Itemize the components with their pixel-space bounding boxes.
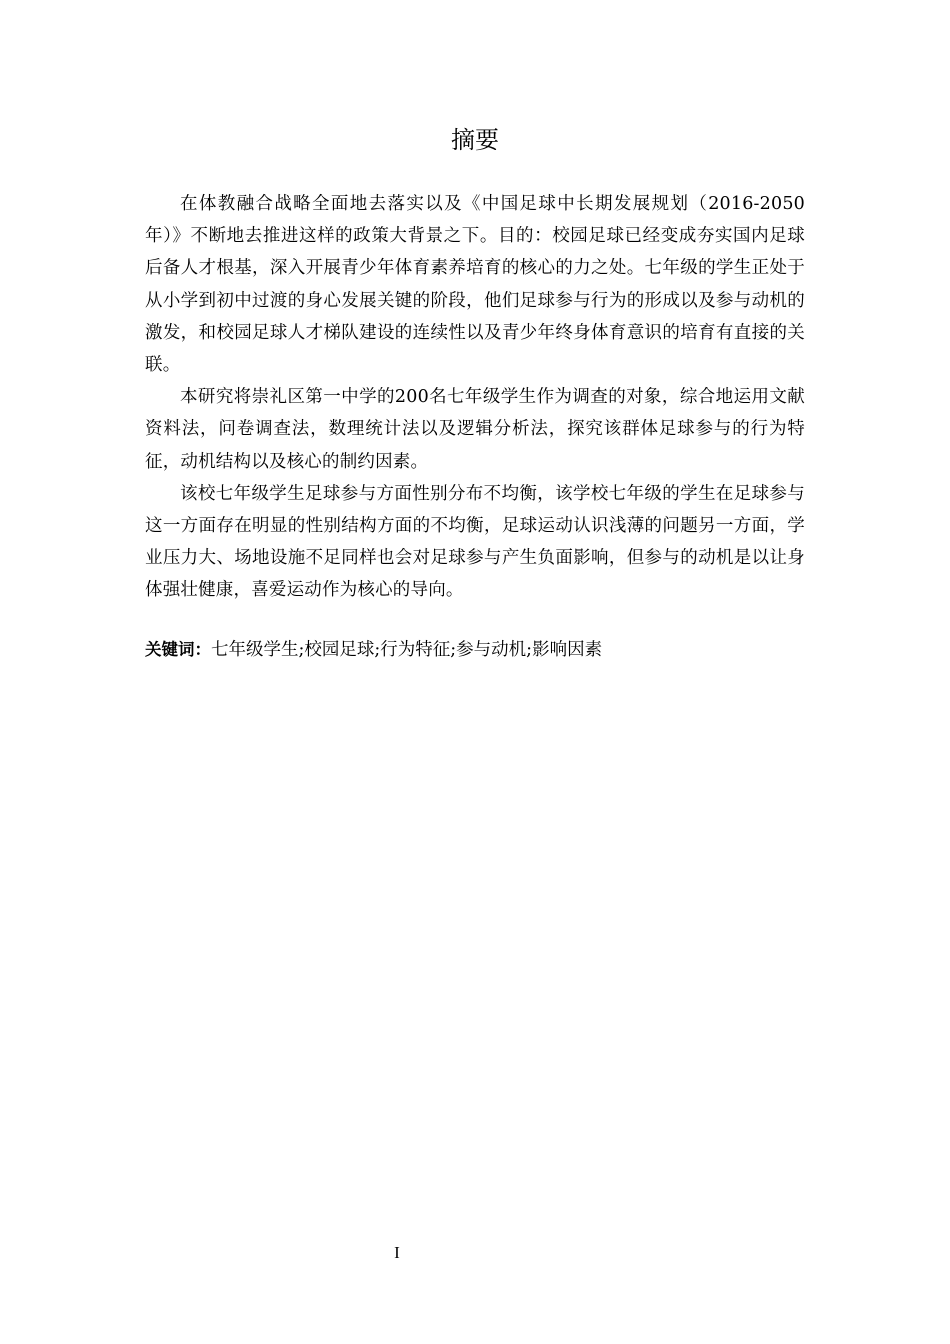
abstract-title: 摘要 [451, 126, 499, 154]
abstract-paragraph-1: 在体教融合战略全面地去落实以及《中国足球中长期发展规划（2016-2050年）》不断地去推进这样的政策大背景之下。目的：校园足球已经变成夯实国内足球后备人才根基，深入开展青少年体育素养培育的核心的力之处。七年级的学生正处于从小学到初中过渡的身心发展关键的阶段，他们足球参与行为的形成以及参与动机的激发，和校园足球人才梯队建设的连续性以及青少年终身体育意识的培育有直接的关联。 [145, 194, 805, 376]
abstract-body [145, 188, 805, 607]
keywords-label: 关键词： [145, 640, 211, 659]
keywords-text: 七年级学生;校园足球;行为特征;参与动机;影响因素 [211, 640, 603, 660]
abstract-paragraph-2: 本研究将崇礼区第一中学的200名七年级学生作为调查的对象，综合地运用文献资料法，问卷调查法，数理统计法以及逻辑分析法，探究该群体足球参与的行为特征，动机结构以及核心的制约因素。 [145, 387, 805, 472]
keywords-line [145, 635, 805, 665]
abstract-paragraph-3: 该校七年级学生足球参与方面性别分布不均衡，该学校七年级的学生在足球参与这一方面存在明显的性别结构方面的不均衡，足球运动认识浅薄的问题另一方面，学业压力大、场地设施不足同样也会对足球参与产生负面影响，但参与的动机是以让身体强壮健康，喜爱运动作为核心的导向。 [145, 483, 805, 601]
page-number: I [394, 1243, 400, 1262]
